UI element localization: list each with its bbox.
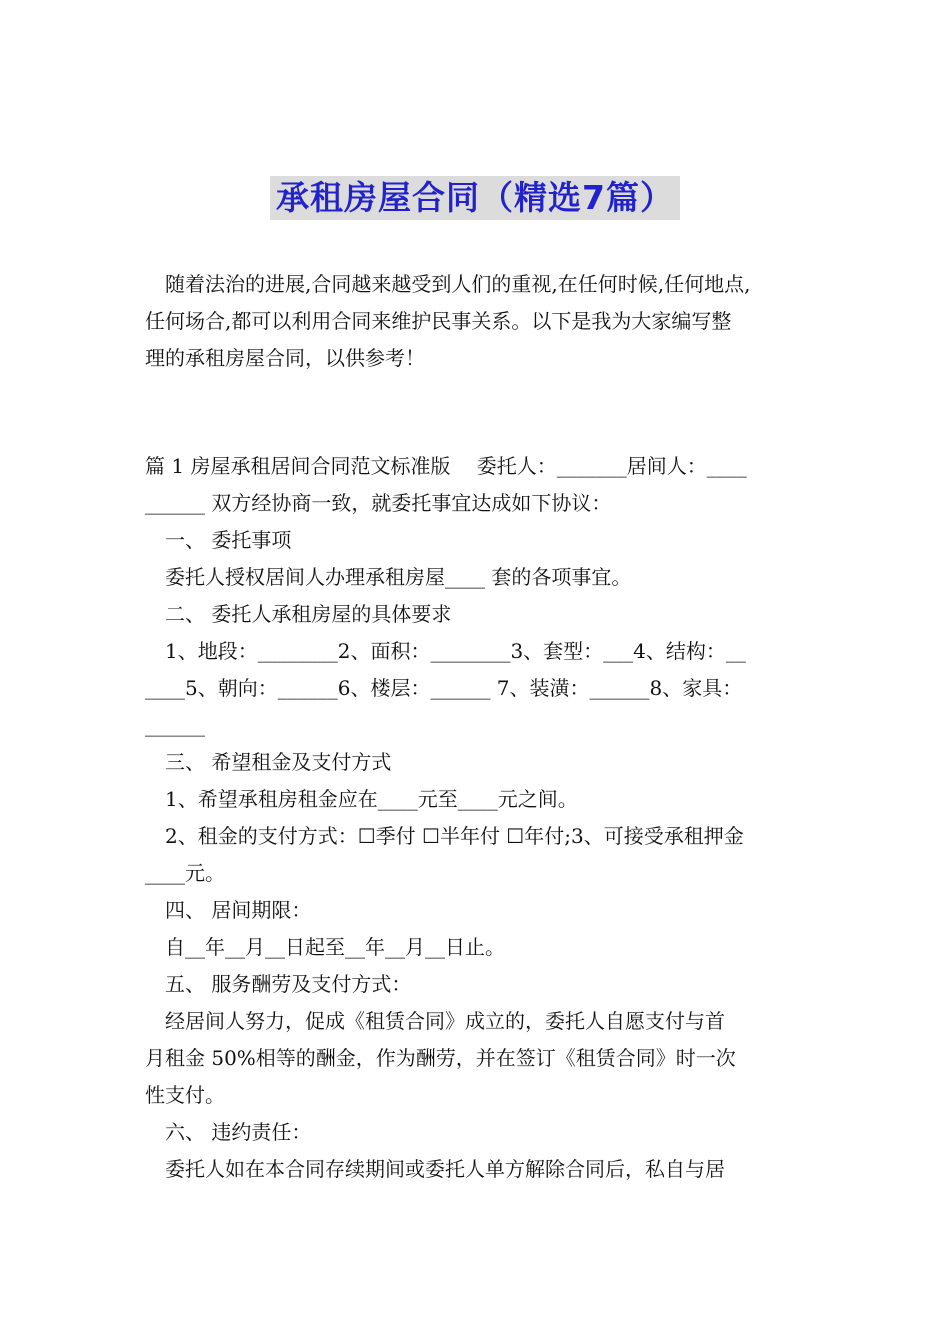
contract-line: ______ [145, 713, 205, 737]
document-title: 承租房屋合同（精选7篇） [270, 176, 680, 220]
contract-line: 月租金 50%相等的酬金，作为酬劳，并在签订《租赁合同》时一次 [145, 1046, 736, 1070]
section-heading-4: 四、 居间期限： [165, 898, 312, 922]
intro-line: 任何场合,都可以利用合同来维护民事关系。以下是我为大家编写整 [145, 309, 732, 333]
contract-line: 2、租金的支付方式：☐季付 ☐半年付 ☐年付;3、可接受承租押金 [165, 824, 744, 848]
contract-line: 1、地段：________2、面积：________3、套型：___4、结构：__ [165, 639, 746, 663]
contract-heading-line: 篇 1 房屋承租居间合同范文标准版 委托人：_______居间人：____ [145, 454, 747, 478]
section-heading-3: 三、 希望租金及支付方式 [165, 750, 392, 774]
contract-line: 自__年__月__日起至__年__月__日止。 [165, 935, 505, 959]
contract-line: ____元。 [145, 861, 225, 885]
section-heading-6: 六、 违约责任： [165, 1120, 312, 1144]
section-heading-5: 五、 服务酬劳及支付方式： [165, 972, 412, 996]
contract-line: 性支付。 [145, 1083, 225, 1107]
contract-body [145, 448, 810, 1188]
section-heading-2: 二、 委托人承租房屋的具体要求 [165, 602, 452, 626]
contract-line: 1、希望承租房租金应在____元至____元之间。 [165, 787, 578, 811]
contract-line: ______ 双方经协商一致，就委托事宜达成如下协议： [145, 491, 612, 515]
title-wrapper [0, 176, 950, 220]
intro-line: 理的承租房屋合同，以供参考！ [145, 346, 425, 370]
section-heading-1: 一、 委托事项 [165, 528, 292, 552]
contract-line: 经居间人努力，促成《租赁合同》成立的，委托人自愿支付与首 [165, 1009, 725, 1033]
contract-line: 委托人如在本合同存续期间或委托人单方解除合同后，私自与居 [165, 1157, 725, 1181]
contract-line: 委托人授权居间人办理承租房屋____ 套的各项事宜。 [165, 565, 632, 589]
intro-paragraph [145, 266, 810, 377]
contract-line: ____5、朝向：______6、楼层：______ 7、装潢：______8、家具： [145, 676, 743, 700]
intro-line: 随着法治的进展,合同越来越受到人们的重视,在任何时候,任何地点, [165, 272, 751, 296]
